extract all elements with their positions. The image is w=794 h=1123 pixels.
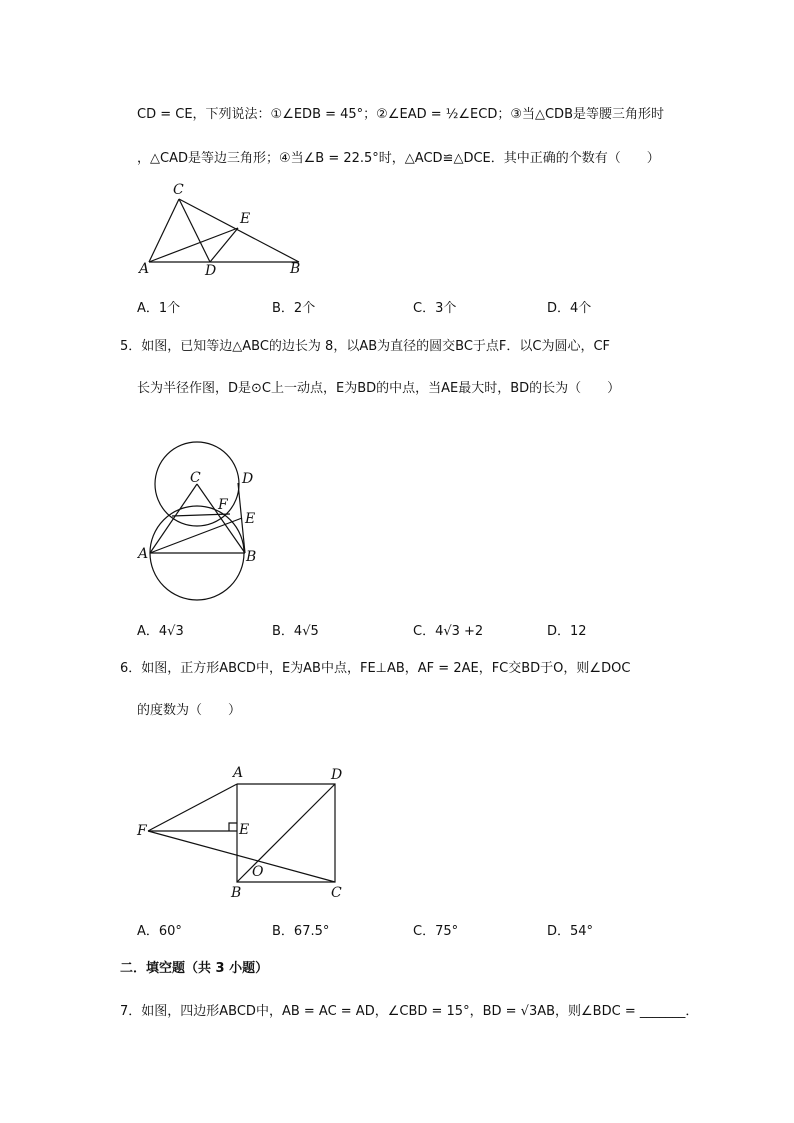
q6-text-line1: 6．如图，正方形ABCD中，E为AB中点，FE⊥AB，AF = 2AE，FC交BD于O，则∠DOC: [120, 661, 631, 676]
q4-label-e: E: [240, 211, 251, 227]
q5-label-e: E: [245, 511, 256, 527]
q6-option-a[interactable]: A．60°: [137, 924, 182, 939]
q4-label-b: B: [290, 261, 301, 277]
q6-text-line2: 的度数为（ ）: [137, 703, 242, 718]
q6-segment-fc: [148, 831, 335, 882]
q4-label-d: D: [205, 263, 217, 279]
q6-label-d: D: [331, 767, 343, 783]
q4-label-c: C: [173, 182, 184, 198]
q4-text-line1: CD = CE，下列说法：①∠EDB = 45°；②∠EAD = ½∠ECD；③当△CDB是等腰三角形时: [137, 107, 664, 122]
q4-option-a[interactable]: A．1个: [137, 301, 181, 316]
q6-label-c: C: [331, 885, 342, 901]
q6-label-a: A: [233, 765, 244, 781]
q5-label-d: D: [242, 471, 254, 487]
q6-right-angle-mark: [229, 823, 237, 831]
q5-option-c[interactable]: C．4√3 +2: [413, 624, 484, 639]
q4-option-c[interactable]: C．3个: [413, 301, 457, 316]
q6-option-d[interactable]: D．54°: [547, 924, 594, 939]
q6-segment-fa: [148, 784, 237, 831]
q4-option-d[interactable]: D．4个: [547, 301, 592, 316]
q6-label-e: E: [239, 822, 250, 838]
q6-option-c[interactable]: C．75°: [413, 924, 459, 939]
q4-option-b[interactable]: B．2个: [272, 301, 316, 316]
q5-text-line2: 长为半径作图，D是⊙C上一动点，E为BD的中点，当AE最大时，BD的长为（ ）: [137, 381, 621, 396]
q5-option-b[interactable]: B．4√5: [272, 624, 319, 639]
q6-label-b: B: [231, 885, 242, 901]
q6-option-b[interactable]: B．67.5°: [272, 924, 330, 939]
q5-label-b: B: [246, 549, 257, 565]
q4-text-line2: ，△CAD是等边三角形；④当∠B = 22.5°时，△ACD≌△DCE．其中正确的个数有（ ）: [137, 151, 660, 166]
q5-option-d[interactable]: D．12: [547, 624, 587, 639]
q5-text-line1: 5．如图，已知等边△ABC的边长为 8，以AB为直径的圆交BC于点F．以C为圆心，CF: [120, 339, 611, 354]
q6-label-f: F: [137, 823, 147, 839]
q5-label-c: C: [190, 470, 201, 486]
q5-option-a[interactable]: A．4√3: [137, 624, 184, 639]
q4-label-a: A: [139, 261, 150, 277]
q5-label-f: F: [218, 497, 228, 513]
section-title-fill-in: 二．填空题（共 3 小题）: [120, 961, 269, 976]
q7-text-line1: 7．如图，四边形ABCD中，AB = AC = AD，∠CBD = 15°，BD = √3AB，则∠BDC = _______．: [120, 1004, 699, 1019]
q6-label-o: O: [252, 864, 264, 880]
q5-label-a: A: [138, 546, 149, 562]
